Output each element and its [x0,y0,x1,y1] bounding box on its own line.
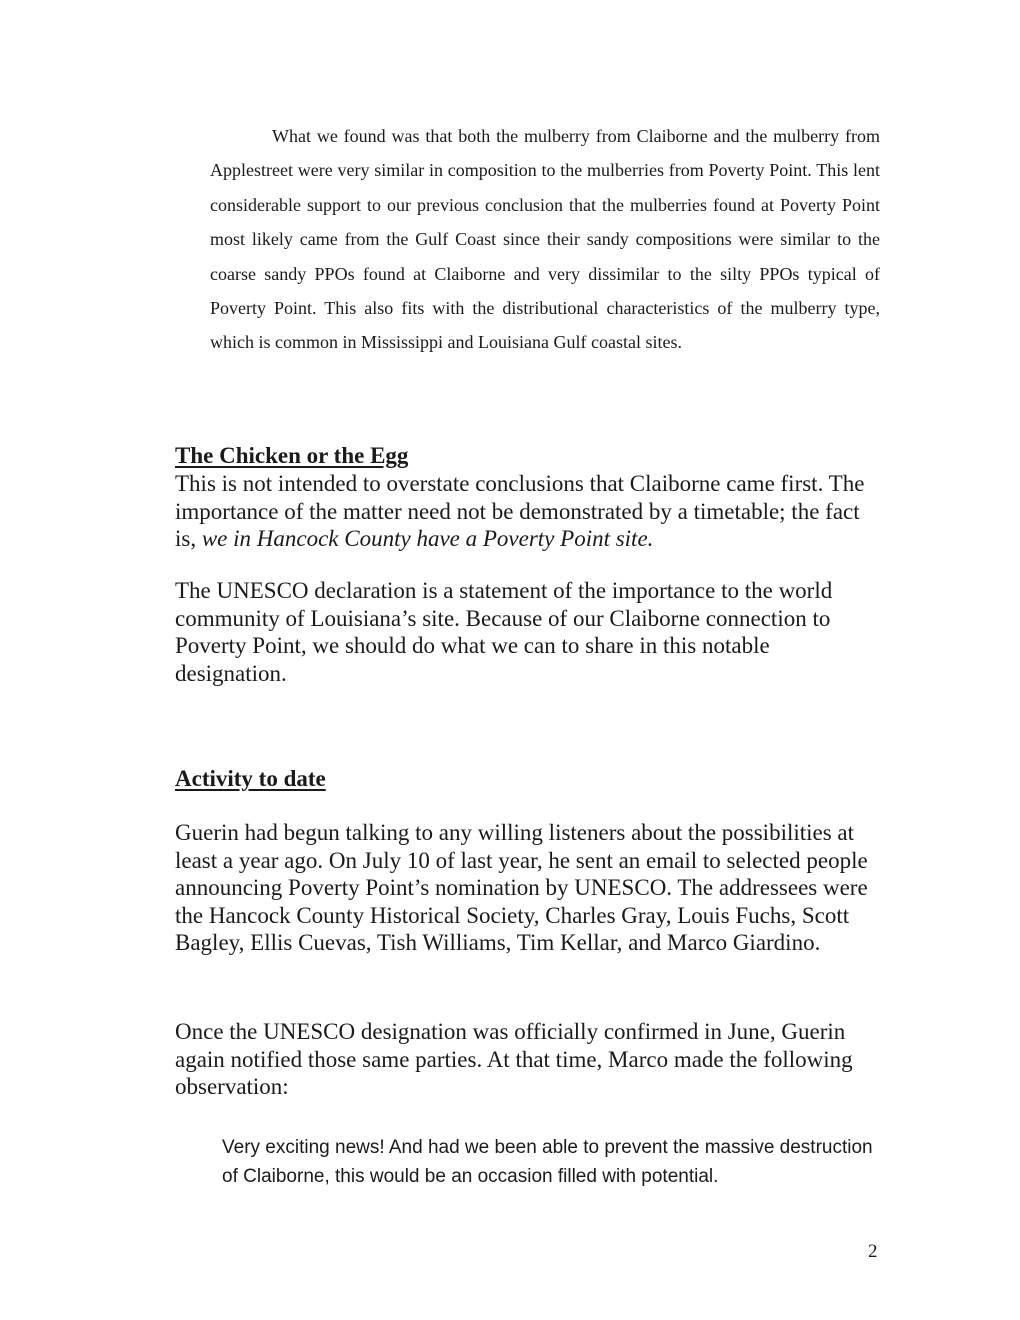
section-heading-activity-to-date: Activity to date [175,766,326,791]
paragraph-unesco-declaration: The UNESCO declaration is a statement of the importance to the world community of Louisiana’s site. Because of our Claiborne connection to Poverty Point, we should do what we can to share in this notable designation. [175,578,833,686]
paragraph-chicken-or-egg [175,470,875,553]
paragraph-mulberry-composition: What we found was that both the mulberry from Claiborne and the mulberry from Applestreet were very similar in composition to the mulberries from Poverty Point. This lent considerable support to our previous conclusion that the mulberries found at Poverty Point most likely came from the Gulf Coast since their sandy compositions were similar to the coarse sandy PPOs found at Claiborne and very dissimilar to the silty PPOs typical of Poverty Point. This also fits with the distributional characteristics of the mulberry type, which is common in Mississippi and Louisiana Gulf coastal sites. [210,126,880,353]
paragraph-chicken-italic-text: we in Hancock County have a Poverty Point site. [201,526,654,551]
page-number: 2 [868,1241,878,1262]
paragraph-chicken-plain-text: This is not intended to overstate conclusions that Claiborne came first. The importance of the matter need not be demonstrated by a timetable; the fact is, [175,471,865,551]
paragraph-guerin-email: Guerin had begun talking to any willing listeners about the possibilities at least a year ago. On July 10 of last year, he sent an email to selected people announcing Poverty Point’s nomination by UNESCO. The addressees were the Hancock County Historical Society, Charles Gray, Louis Fuchs, Scott Bagley, Ellis Cuevas, Tish Williams, Tim Kellar, and Marco Giardino. [175,820,868,955]
paragraph-designation-confirmed: Once the UNESCO designation was officially confirmed in June, Guerin again notified those same parties. At that time, Marco made the following observation: [175,1019,853,1099]
block-quote-marco: Very exciting news! And had we been able to prevent the massive destruction of Claiborne, this would be an occasion filled with potential. [222,1137,873,1187]
section-heading-chicken-or-egg: The Chicken or the Egg [175,443,409,468]
